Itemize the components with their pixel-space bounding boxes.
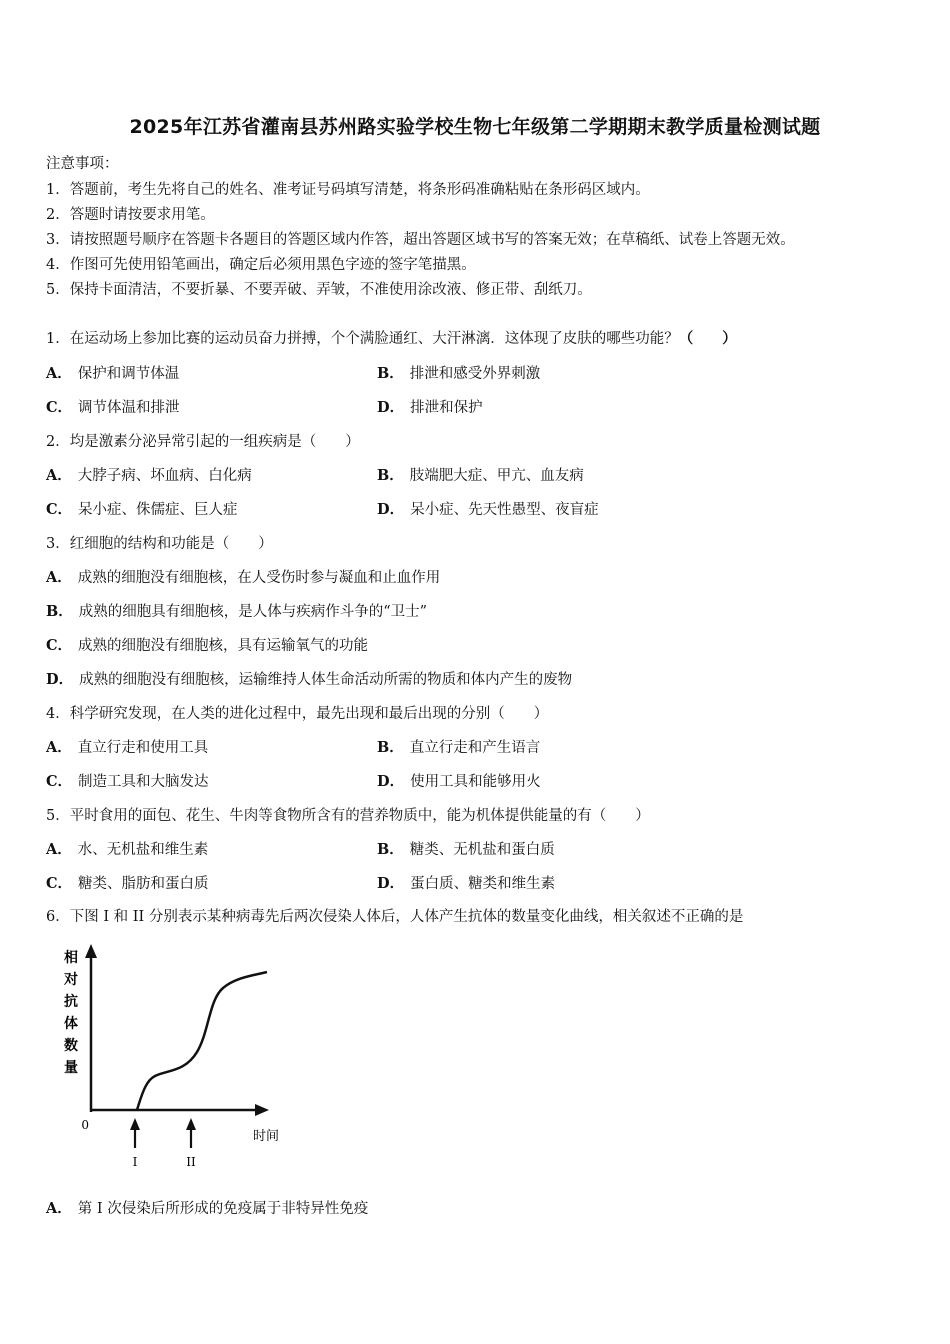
question-4-option-d[interactable]: D． 使用工具和能够用火 [377, 773, 541, 790]
question-1-stem [46, 327, 737, 348]
notice-item: 3．请按照题号顺序在答题卡各题目的答题区域内作答，超出答题区域书写的答案无效；在草稿纸、试卷上答题无效。 [46, 232, 795, 248]
question-1-option-d[interactable]: D． 排泄和保护 [377, 399, 483, 416]
marker-i-arrowhead [130, 1118, 140, 1130]
question-2-option-b[interactable]: B． 肢端肥大症、甲亢、血友病 [377, 467, 584, 484]
y-axis-label-char: 体 [64, 1016, 78, 1032]
question-1-text: 1．在运动场上参加比赛的运动员奋力拼搏，个个满脸通红、大汗淋漓．这体现了皮肤的哪些功能？ [46, 331, 679, 347]
question-5-option-d[interactable]: D． 蛋白质、糖类和维生素 [377, 875, 556, 892]
marker-i-label: I [132, 1155, 138, 1169]
question-1-option-c[interactable]: C． 调节体温和排泄 [46, 399, 180, 416]
notice-heading: 注意事项： [46, 156, 119, 172]
x-axis-label: 时间 [253, 1129, 280, 1144]
question-3-stem: 3．红细胞的结构和功能是（ ） [46, 536, 273, 552]
y-axis-label-char: 抗 [64, 994, 78, 1010]
notice-item: 1．答题前，考生先将自己的姓名、准考证号码填写清楚，将条形码准确粘贴在条形码区域内。 [46, 182, 650, 198]
answer-paren: （ ） [678, 330, 737, 347]
question-5-option-a[interactable]: A． 水、无机盐和维生素 [46, 841, 209, 858]
y-axis-label-char: 量 [64, 1060, 78, 1076]
question-2-stem: 2．均是激素分泌异常引起的一组疾病是（ ） [46, 434, 360, 450]
question-6-stem: 6．下图 I 和 II 分别表示某种病毒先后两次侵染人体后，人体产生抗体的数量变化曲线，相关叙述不正确的是 [46, 909, 744, 925]
marker-ii-label: II [186, 1155, 196, 1169]
y-axis-label-char: 相 [64, 950, 78, 966]
question-1-option-a[interactable]: A． 保护和调节体温 [46, 365, 180, 382]
question-1-option-b[interactable]: B． 排泄和感受外界刺激 [377, 365, 541, 382]
notice-item: 4．作图可先使用铅笔画出，确定后必须用黑色字迹的签字笔描黑。 [46, 257, 476, 273]
question-2-option-d[interactable]: D． 呆小症、先天性愚型、夜盲症 [377, 501, 599, 518]
question-4-stem: 4．科学研究发现，在人类的进化过程中，最先出现和最后出现的分别（ ） [46, 706, 549, 722]
page-title: 2025年江苏省灌南县苏州路实验学校生物七年级第二学期期末教学质量检测试题 [129, 116, 821, 138]
antibody-curve [137, 972, 267, 1110]
question-4-option-a[interactable]: A． 直立行走和使用工具 [46, 739, 209, 756]
y-axis-label [63, 949, 78, 1076]
x-axis-arrowhead [255, 1104, 269, 1116]
question-5-option-c[interactable]: C． 糖类、脂肪和蛋白质 [46, 875, 209, 892]
question-4-option-c[interactable]: C． 制造工具和大脑发达 [46, 773, 209, 790]
notice-item: 2．答题时请按要求用笔。 [46, 207, 215, 223]
question-3-option-c[interactable]: C． 成熟的细胞没有细胞核，具有运输氧气的功能 [46, 637, 369, 654]
origin-label: 0 [81, 1118, 89, 1132]
question-6-option-a[interactable]: A． 第 I 次侵染后所形成的免疫属于非特异性免疫 [46, 1200, 369, 1217]
question-4-option-b[interactable]: B． 直立行走和产生语言 [377, 739, 541, 756]
y-axis-label-char: 对 [64, 972, 78, 988]
y-axis-arrowhead [85, 944, 97, 958]
question-2-option-a[interactable]: A． 大脖子病、坏血病、白化病 [46, 467, 252, 484]
antibody-curve-figure [55, 940, 285, 1170]
question-3-option-b[interactable]: B． 成熟的细胞具有细胞核，是人体与疾病作斗争的“卫士” [46, 603, 428, 620]
question-3-option-a[interactable]: A． 成熟的细胞没有细胞核，在人受伤时参与凝血和止血作用 [46, 569, 441, 586]
question-2-option-c[interactable]: C． 呆小症、侏儒症、巨人症 [46, 501, 238, 518]
notice-item: 5．保持卡面清洁，不要折暴、不要弄破、弄皱，不准使用涂改液、修正带、刮纸刀。 [46, 282, 592, 298]
question-5-option-b[interactable]: B． 糖类、无机盐和蛋白质 [377, 841, 555, 858]
question-3-option-d[interactable]: D． 成熟的细胞没有细胞核，运输维持人体生命活动所需的物质和体内产生的废物 [46, 671, 573, 688]
y-axis-label-char: 数 [64, 1038, 78, 1054]
marker-ii-arrowhead [186, 1118, 196, 1130]
question-5-stem: 5．平时食用的面包、花生、牛肉等食物所含有的营养物质中，能为机体提供能量的有（ ） [46, 808, 650, 824]
